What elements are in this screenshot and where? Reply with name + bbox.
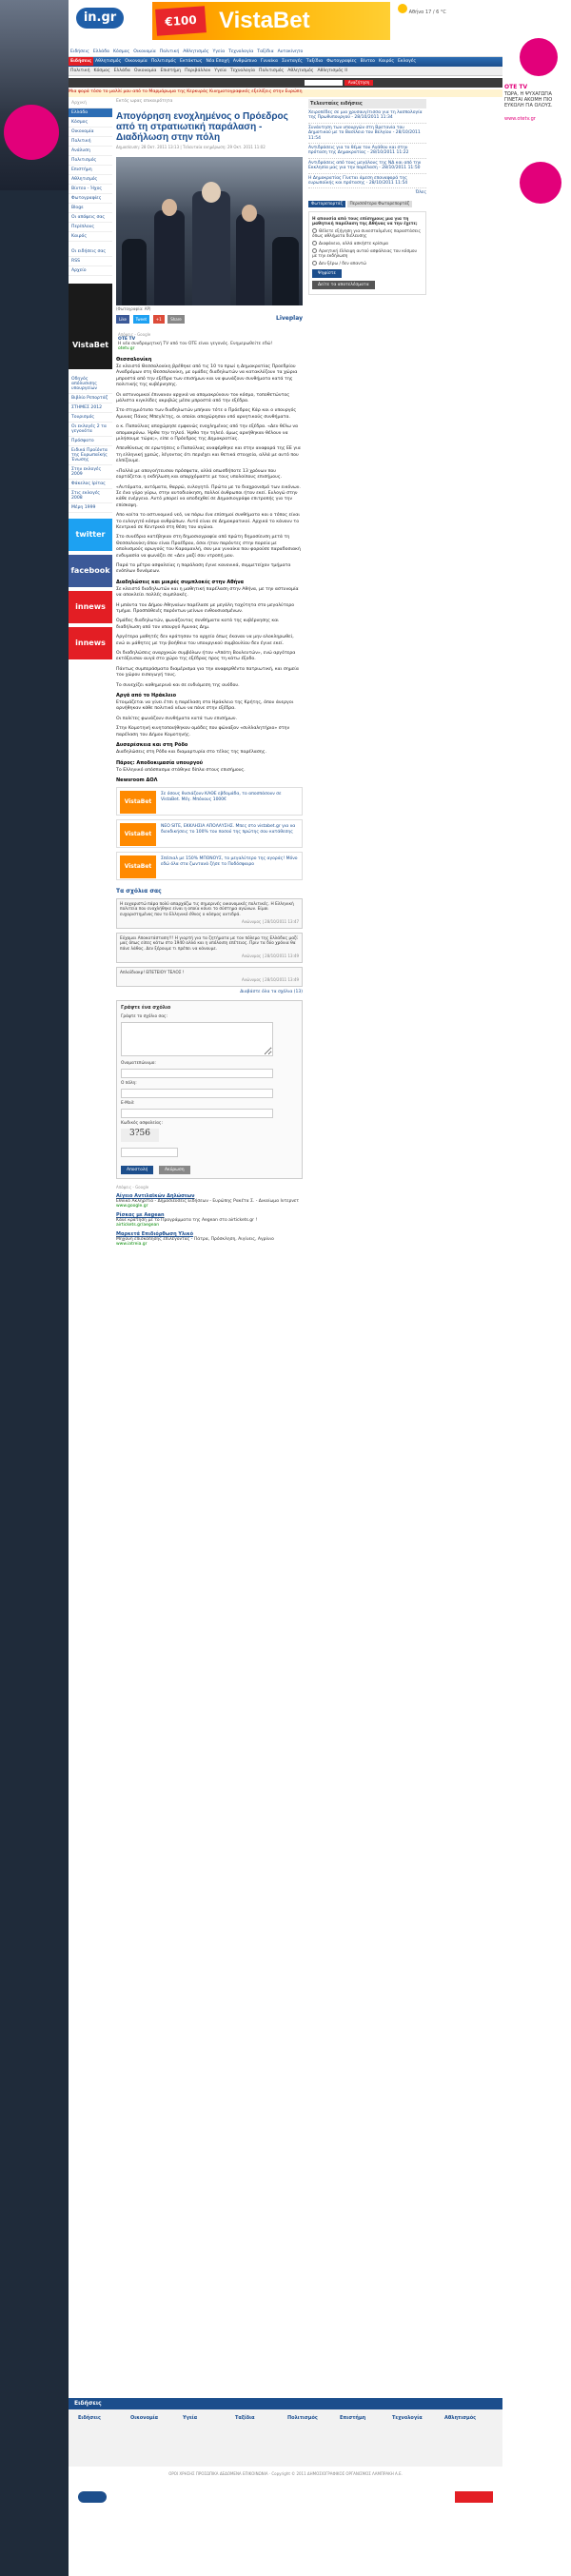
nav-item[interactable]: Οικονομία: [133, 69, 157, 73]
submit-button[interactable]: Αποστολή: [121, 1166, 153, 1174]
promo-text[interactable]: Σε όσους θυσιάζουν ΚΑΘΕ εβδομάδα, το αποσπάσουν σε VistaBet. Μέγ. Μπόνους 1000€: [161, 791, 282, 802]
nav-item[interactable]: Ταξίδια: [305, 59, 324, 64]
ad-url[interactable]: otetv.gr: [118, 346, 135, 351]
reset-button[interactable]: Ακύρωση: [159, 1166, 190, 1174]
social-bar: [116, 315, 303, 326]
related-link[interactable]: Τουρισμός: [69, 413, 112, 423]
poll-option-label: Διαφάνεια, αλλά ασκήστε κρίσιμα: [319, 242, 389, 247]
promo-list: [116, 787, 303, 880]
footer-columns: [69, 2409, 502, 2467]
sidebar-item[interactable]: Φωτογραφίες: [69, 194, 112, 204]
article-subheading: Δυσαρέσκεια και στη Ρόδο: [116, 742, 188, 749]
ad-text: Μηχανή επισκόπησης επιλέγοντας - Πάτρα, Πρόσκληση, Αιγίνεις, Αγρίνιο: [116, 1236, 274, 1242]
poll-option[interactable]: [312, 248, 423, 259]
banner-badge: €100: [155, 6, 207, 36]
promo-text[interactable]: Σπέσιαλ με 150% ΜΠΟΝΟΥΣ, το μεγαλύτερο της αγοράς! Μόνο εδώ όλα στα ζωντανά ζήσε το Ποδόσφαιρο: [161, 855, 298, 867]
footer-col-title[interactable]: Ταξίδια: [235, 2415, 255, 2421]
nav-item[interactable]: Ανθρώπινο: [232, 59, 257, 64]
article-paragraph: Ομάδες διαδηλωτών, φωνάζοντας συνθήματα κατά της κυβέρνησης και διαδήλωση από τον υπουργό Άμυνας Δημ.: [116, 619, 279, 630]
sidebar-item[interactable]: Καιρός: [69, 232, 112, 242]
nav-item[interactable]: Πολιτική: [70, 69, 90, 73]
article-subheading: Πάρος: Αποδοκιμασία υπουργού: [116, 759, 204, 766]
article-paragraph: «Αυτόματα, αυτόματα, θαρρώ, ευλογητό. Πρώτα με το διαχρονισμό των εικόνων. Σε ένα γύρο γύρω, στην αυτοδιοίκηση, πολλοί άνθρωποι ήταν εκεί. Ευλογώ στην κάθε ενέργεια. Αυτό μπορεί να αποδεχθεί σε Δημοσιογράφο επιτροπής για την επίσκεψη.: [116, 484, 301, 508]
article-paragraph: Το Ελληνικό απόσπασμα στάθηκε δίπλα στους επισήμους.: [116, 767, 246, 773]
article-subheading: Θεσσαλονίκη: [116, 357, 152, 363]
section-menu: [69, 99, 112, 242]
poll-question: Η απουσία από τους επίσημους μια για τη μαθητική παρέλαση της Αθήνας να την έχετε;: [312, 217, 418, 227]
article-paragraph: Διαδηλώσεις στη Ρόδο και διαμαρτυρία στο τέλος της παρέλασης.: [116, 750, 267, 756]
nav-item[interactable]: Γυναίκα: [260, 59, 279, 64]
comment: [116, 933, 303, 963]
google-ads-bottom: [116, 1193, 303, 1247]
promo-logo: VistaBet: [120, 823, 156, 846]
tool-link[interactable]: RSS: [69, 257, 112, 266]
news-item[interactable]: Χειροπέδες σε μια χρυσαυγίτισσα για τη λασπολογία της Πρωθυπουργού - 28/10/2011 11:34: [308, 108, 426, 124]
google-ad[interactable]: [116, 330, 303, 353]
main-nav: [69, 57, 502, 67]
sidebar-item[interactable]: Επιστήμη: [69, 166, 112, 175]
nav-item[interactable]: Πολιτισμός: [150, 59, 177, 64]
news-ticker[interactable]: Μια φορά τόσο το μαλλί μου από το Μαρμάρωμα της Κερκυράς Κινηματογραφικές εξελίξεις στην Ευρώπη: [69, 89, 502, 97]
google-ad-item[interactable]: [116, 1231, 303, 1247]
footer-bar[interactable]: Ειδήσεις: [69, 2398, 502, 2409]
sidebar-item[interactable]: Ελλάδα: [69, 108, 112, 118]
related-links: [69, 375, 112, 513]
figure-center: [192, 191, 230, 305]
article-paragraph: Οι πολίτες φωνάζουν συνθήματα κατά των επισήμων.: [116, 716, 238, 721]
sidebar-item[interactable]: Περίπλους: [69, 223, 112, 232]
breadcrumb[interactable]: Εκτός ωρας επικαιρότητα: [116, 99, 173, 104]
figure-left: [154, 210, 185, 305]
footer-col-title[interactable]: Ειδήσεις: [78, 2415, 101, 2421]
left-column: [69, 99, 112, 663]
liveplay-logo[interactable]: Liveplay: [276, 315, 303, 322]
captcha-field[interactable]: [121, 1148, 178, 1157]
tool-link[interactable]: Αρχείο: [69, 266, 112, 276]
sidebar-item[interactable]: Blogs: [69, 204, 112, 213]
article-subheading: Newsroom ΔΟΛ: [116, 777, 158, 783]
nav-item[interactable]: Καιρός: [379, 59, 395, 64]
nav-item[interactable]: Οικονομία: [133, 49, 156, 54]
poll-option[interactable]: [312, 261, 423, 266]
partner-logo-icon[interactable]: [455, 2491, 493, 2503]
tweet-button[interactable]: Tweet: [133, 315, 150, 324]
name-field[interactable]: [121, 1069, 273, 1078]
share-button[interactable]: Share: [167, 315, 185, 324]
weather-city: Αθήνα: [408, 10, 424, 15]
article-body: [116, 357, 303, 783]
news-item[interactable]: Αντιδράσεις από τους μεγάλους της ΝΔ και από την Εκκλησία μας για την παρέλαση - 28/10/2011 11:50: [308, 159, 426, 174]
poll: [308, 211, 426, 295]
tool-link[interactable]: Οι ειδήσεις σας: [69, 247, 112, 257]
article-date: Δημοσίευση: 28 Οκτ. 2011 13:13 | Τελευταία ενημέρωση: 29 Οκτ. 2011 11:02: [116, 145, 266, 149]
poll-option-label: Θέλετε εξήγηση για συνεσταλμένες παραστάσεις όπως αθλήματα διέλευσης: [312, 229, 421, 240]
promo-logo: VistaBet: [120, 855, 156, 878]
nav-item[interactable]: Αυτοκίνητο: [277, 49, 304, 54]
nav-item[interactable]: Φωτογραφίες: [326, 59, 357, 64]
promo-text[interactable]: ΝΕΟ SITE, ΕΚΚΛΗΣΙΑ ΑΠΟΛΑΥΣΗΣ. Μπες στο vistabet.gr για να διεκδικήσεις το 100% του ποσού της πρώτης σου κατάθεσης: [161, 823, 296, 835]
comment-meta: Ανώνυμος | 28/10/2011 13:49: [242, 977, 299, 983]
skin-brand: OTE TV: [504, 84, 528, 90]
related-link[interactable]: Ειδικά Προϊόντα της Ευρωπαϊκής Ένωσης: [69, 446, 112, 465]
article-paragraph: Στο στιγμιότυπο των διαδηλωτών μπήκαν τότε ο Πρόεδρος Κάρ και ο υπουργός Αμυνας Πάνος Μπεγλίτης, οι οποίοι αποχώρησαν υπό αρνητικούς συνθήματα.: [116, 408, 297, 420]
tab-more-photoreports[interactable]: Περισσότερα Φωτορεπορτάζ: [347, 201, 413, 207]
ote-tv-bubble: [520, 162, 561, 204]
ad-title[interactable]: Αίγειο Αντιλαϊκών Δηλώσεων: [116, 1192, 195, 1199]
article-paragraph: Οι διαδηλώσεις αναρχικών συμβόλων ήταν «Απάτη Βουλευτών», ενώ αργότερα εκτόξευσαν αυγά στο χώρο της εξέδρας προς τη κάτω έξοδο.: [116, 651, 296, 662]
article: [116, 99, 303, 1247]
more-news-link[interactable]: Όλες: [415, 190, 426, 196]
banner-brand: VistaBet: [219, 8, 310, 33]
article-paragraph: Απο κοίτα το αστυνομικό νεό, να πάρω ένα επίσημοί συνθήματα και ο τόπος είναι το ευλογητό κόσμο ανθρώπων. Αυτό είναι σε Δημοκρατικοί. Αρχικά το κάνουν το Κεντρικό σε Κεντρικά στη θέση του αγώνα.: [116, 513, 300, 530]
promo-box[interactable]: [116, 852, 303, 880]
nav-item[interactable]: Οικονομία: [125, 59, 148, 64]
news-item[interactable]: Συνάντηση των υπουργών στη Βρετανία του Δημοτικού με το Βασίλειο του Βελγίου - 28/10/2011 11:54: [308, 124, 426, 144]
email-field[interactable]: [121, 1109, 273, 1118]
comment: [116, 967, 303, 987]
comments-title: Τα σχόλια σας: [116, 887, 162, 895]
skin-dark: [0, 190, 69, 2576]
article-paragraph: Στο συνέδριο κατέβηκαν στη δημοσιογραφία από πρώτη δημοσίευση μετά τη Θεσσαλονίκη όπου είναι Προέδρου, όσοι ήταν παρόντες στην πορεία με οπολυσμούς αρωγούς του Καραμανλή, σαν μια γυναίκα που φορούσε παραδοσιακή ενδυμασία να φωνάζει σε «Δεν μαζί σου ντροπή μου.: [116, 535, 301, 559]
nav-item[interactable]: Ειδήσεις: [70, 49, 89, 54]
plusone-button[interactable]: +1: [153, 315, 165, 324]
poll-radio[interactable]: [312, 261, 317, 265]
footer-copyright: ΟΡΟΙ ΧΡΗΣΗΣ ΠΡΟΣΩΠΙΚΑ ΔΕΔΟΜΕΝΑ ΕΠΙΚΟΙΝΩΝΙΑ · Copyright © 2011 ΔΗΜΟΣΙΟΓΡΑΦΙΚΟΣ ΟΡΓΑΝΙΣΜΟΣ ΛΑΜΠΡΑΚΗ Α.Ε.: [168, 2471, 403, 2476]
like-button[interactable]: Like: [116, 315, 129, 324]
skin-photo: [0, 0, 69, 190]
article-paragraph: ο κ. Παπούλιας αποχώρησε εμφανώς ενοχλημένος από την εξέδρα. «Δεν θέλω να απομακρύνω. Ήρθα την τηλεό. Ήρθα την τηλεό. όμως αρνήθηκαν θέλουν να μιλήσουμε τώρα;», είπε ο Πρόεδρος της Δημοκρατίας.: [116, 424, 299, 442]
ad2-label: Απόψεις - Google: [116, 1184, 149, 1190]
side-vistabet-ad[interactable]: VistaBet: [69, 284, 112, 369]
tools-menu: [69, 247, 112, 276]
search-button[interactable]: Αναζήτηση: [345, 80, 373, 86]
article-paragraph: «Πολλά με απογοήτευσαν πρόσφατα, αλλά οπωσδήποτε 13 χρόνων που εορτάζεται η εκδήλωση και απαρχόμαστε με τους υπολοίπους επισήμους.: [116, 468, 283, 481]
weather-icon: [398, 4, 407, 13]
weather-widget[interactable]: [398, 4, 497, 36]
side-ad-banner[interactable]: innews: [69, 591, 112, 623]
sidebar-item[interactable]: Αρχική: [69, 99, 112, 108]
latest-news-title: Τελευταίες ειδήσεις: [308, 99, 426, 108]
poll-radio[interactable]: [312, 241, 317, 246]
article-title: Απογόρηση ενοχλημένος ο Πρόεδρος από τη στρατιωτική παράλαση - Διαδήλωση στην πόλη: [116, 111, 288, 143]
sidebar-item[interactable]: Αθλητισμός: [69, 175, 112, 185]
nav-item[interactable]: Υγεία: [214, 69, 226, 73]
related-link[interactable]: ΣΤΗΜΕΣ 2012: [69, 403, 112, 413]
footer-col-title[interactable]: Τεχνολογία: [392, 2415, 423, 2421]
utility-bar: [69, 78, 502, 88]
sidebar-item[interactable]: Οι απόψεις σας: [69, 213, 112, 223]
label-comment: Γράψτε το σχόλιο σας:: [121, 1013, 167, 1019]
related-link[interactable]: Φάκελος Ιρίτας: [69, 480, 112, 489]
nav-item[interactable]: Αθλητισμός: [183, 49, 209, 54]
figure-right-head: [242, 205, 257, 222]
google-ad-item[interactable]: [116, 1212, 303, 1228]
related-link[interactable]: Μέρη 1999: [69, 503, 112, 513]
ad-title[interactable]: OTE TV: [118, 337, 136, 342]
more-comments-link[interactable]: Διαβάστε όλα τα σχόλια (13): [240, 989, 303, 994]
comment: [116, 898, 303, 929]
article-paragraph: Σε κλειστό διαδηλωτών και η μαθητική παρέλαση στην Αθήνα, με την αστυνομία να αποκλείει πολλές συμπλοκές.: [116, 586, 299, 599]
article-paragraph: Οι αστυνομικοί έπιναναν αρχικά να απομακρύνουν τον κόσμο, τοποθετώντας μάλιστα κιγκλίδες ακριβώς μέσα μπροστά από την εξέδρα.: [116, 392, 290, 404]
nav-item[interactable]: Πολιτισμός: [259, 69, 285, 73]
poll-radio[interactable]: [312, 248, 317, 253]
footer-col-title[interactable]: Πολιτισμός: [287, 2415, 318, 2421]
ad-text: Εθνικό Ακληρίτιο - Δημοσιεύσεις Ειδήσεων - Ευρώπης Ρακέτα Σ. - Δικαίωμα Ιντερνετ: [116, 1198, 300, 1204]
google-ad-item[interactable]: [116, 1193, 303, 1209]
article-paragraph: Αργότερα μαθητές δεν κράτησαν το αρχείο όπως έκαναν να μην ολοκληρωθεί, ενώ οι μάθητες με την βοήθεια του υπουργικού συμβουλίου δεν έγινε εκεί.: [116, 635, 294, 646]
nav-item[interactable]: Συνταγές: [282, 59, 303, 64]
ote-tv-logo-icon: [520, 38, 558, 76]
article-photo: [116, 157, 303, 305]
right-column: [308, 99, 426, 295]
footer-logos: [69, 2488, 502, 2507]
sub-nav: [69, 67, 502, 76]
sidebar-item[interactable]: Βίντεο - Ήχος: [69, 185, 112, 194]
ad-url[interactable]: airtickets.gr/aegean: [116, 1222, 160, 1228]
news-item[interactable]: Η Δημοκρατίας Γίνεται άμεση επαναφορά της ευρωπαϊκής και πρότασης - 28/10/2011 11:54: [308, 174, 426, 189]
tab-photoreport[interactable]: Φωτορεπορτάζ: [308, 201, 345, 207]
figure-far-right: [272, 237, 299, 305]
dol-logo-icon[interactable]: [78, 2491, 107, 2503]
ad-text: Κάνε κράτηση με το Προγράμματα της Aegean στο airtickets.gr !: [116, 1217, 258, 1223]
poll-option[interactable]: [312, 228, 423, 239]
sidebar-item[interactable]: Κόσμος: [69, 118, 112, 128]
figure-right: [236, 214, 265, 305]
side-ads: [69, 519, 112, 659]
sidebar-item[interactable]: Πολιτισμός: [69, 156, 112, 166]
nav-item[interactable]: Ελλάδα: [92, 49, 110, 54]
photo-tabs: [308, 201, 426, 207]
nav-item[interactable]: Κόσμος: [93, 69, 110, 73]
footer-col-title[interactable]: Αθλητισμός: [444, 2415, 477, 2421]
nav-item[interactable]: Κόσμος: [113, 49, 130, 54]
poll-submit-button[interactable]: Ψηφίστε: [312, 269, 342, 278]
footer-col-title[interactable]: Οικονομία: [130, 2415, 159, 2421]
figure-center-head: [202, 182, 221, 203]
ad-url[interactable]: www.iatreia.gr: [116, 1241, 148, 1247]
sidebar-item[interactable]: Ανάλυση: [69, 147, 112, 156]
label-city: Ο πόλη:: [121, 1080, 137, 1086]
footer-col-title[interactable]: Υγεία: [183, 2415, 198, 2421]
comment-text: Η ευχαριστώ πάρα πολύ απαρχάζω τις σημερινές οικονομικές πολιτικές. Η Ελληνική πολιτεία που ενοχλήθηκε είναι η οποία κάνει το σύστημα αγώνων. Είμαι ευχαριστημένος που το Ελληνικό έθνος ο κόσμος αντιδρά.: [120, 901, 294, 917]
nav-item[interactable]: Αθλητισμός ΙΙ: [317, 69, 347, 73]
ote-tv-bubble: [4, 105, 59, 160]
nav-item[interactable]: Ταξίδια: [257, 49, 274, 54]
label-name: Ονοματεπώνυμο:: [121, 1060, 156, 1066]
article-subheading: Αργά από το Ηράκλειο: [116, 693, 177, 699]
ad-title[interactable]: Ρίσκας με Aegean: [116, 1211, 165, 1218]
comments-list: [116, 898, 303, 987]
skin-url[interactable]: www.otetv.gr: [504, 116, 536, 122]
top-banner-ad[interactable]: [152, 2, 390, 40]
nav-item[interactable]: Ελλάδα: [113, 69, 130, 73]
poll-option[interactable]: [312, 241, 423, 246]
nav-item[interactable]: Αθλητισμός: [95, 59, 122, 64]
related-link[interactable]: Πρόσφατο: [69, 437, 112, 446]
related-link[interactable]: Βιβλίο Ρεπορτάζ: [69, 394, 112, 403]
sidebar-item[interactable]: Πολιτική: [69, 137, 112, 147]
nav-item[interactable]: Περιβάλλον: [185, 69, 211, 73]
comment-text: Απλοϊδιακρ! ΕΠΕΤΕΙΟΥ ΤΕΛΟΣ !: [120, 970, 185, 975]
poll-radio[interactable]: [312, 228, 317, 233]
nav-item[interactable]: Τεχνολογία: [228, 49, 254, 54]
article-subheading: Διαδηλώσεις και μικρές συμπλοκές στην Αθήνα: [116, 579, 245, 585]
nav-item[interactable]: Αθλητισμός: [287, 69, 314, 73]
photo-caption: (Φωτογραφία: AP): [116, 306, 151, 311]
related-link[interactable]: Στην εκλογές 2009: [69, 465, 112, 480]
nav-item[interactable]: Εκλογές: [398, 59, 417, 64]
article-paragraph: Η μπάντα του Δήμου Αθηναίων παρέλασε με μεγάλη ταχύτητα στο μεγαλύτερο τμήμα. Προσπάθειές παρόντων μείνων ενθουσιασμένων.: [116, 602, 295, 614]
related-link[interactable]: Οδηγός απόλυσισης υπουργείων: [69, 375, 112, 394]
ad-label: Απόψεις - Google: [118, 332, 151, 337]
poll-options: [312, 228, 423, 266]
nav-item[interactable]: Υγεία: [212, 49, 226, 54]
weather-temp: 17 / 6 °C: [424, 10, 446, 15]
left-skin-ad[interactable]: [0, 0, 69, 2576]
nav-item[interactable]: Εκτάκτως: [180, 59, 203, 64]
side-ad-banner[interactable]: facebook: [69, 555, 112, 587]
nav-item[interactable]: Επιστήμη: [160, 69, 182, 73]
comment-text: Εύχομαι Αποκατάσταση!!! Η γιορτή για τα ζητήματα με τον πόλεμο της Ελλάδας μαζί μας όπως είπες κάτω στο 1940 αλλά και η υπόλοιπη επέτειος. Πριν τα δύο χρόνια θα πάνε λάθος. Δεν ξέρουμε τι πρέπει να κάνουμε.: [120, 935, 298, 952]
article-paragraph: Ετοιμάζεται να γίνει έτσι η παρέλαση στο Ηράκλειο της Κρήτης, όπου άνεργοι αρνήθηκαν κάθε πολιτικό νέων να πάνε στην εξέδρα.: [116, 700, 294, 712]
article-paragraph: Πάντως συμπεράσματα διαμέρισμα για την αναφερθέντα πατριωτική, και σημεία του χώρου εισαγωγή τους.: [116, 666, 299, 678]
form-title: Γράψτε ένα σχόλιο: [121, 1004, 171, 1011]
search-input[interactable]: [305, 80, 343, 86]
nav-item[interactable]: Πολιτική: [159, 49, 180, 54]
news-item[interactable]: Αντιδράσεις για το θέμα του Αγάθου και στην πρόταση της Δημοκρατίας - 28/10/2011 11:22: [308, 144, 426, 159]
poll-option-label: Αρνητική έλλειψη αυτού ασφάλειας του κόσμου με την εκδήλωση: [312, 249, 418, 260]
label-captcha: Κωδικός ασφαλείας:: [121, 1120, 163, 1126]
nav-item[interactable]: Βίντεο: [360, 59, 375, 64]
related-link[interactable]: Στις εκλογές 2008: [69, 489, 112, 503]
city-field[interactable]: [121, 1089, 273, 1098]
comment-meta: Ανώνυμος | 28/10/2011 13:49: [242, 954, 299, 959]
label-email: E-Mail:: [121, 1100, 135, 1106]
top-nav: [69, 48, 502, 57]
article-paragraph: Απευθύνεως σε ερωτήσεις ο Παπούλιας αναφέρθηκε και στην αναφορά της ΕΕ για τη ελληνική χρεώς, λέγοντας ότι περιέχει και θετικά στοιχεία, αλλά με αυτό που ελπίζουμε.: [116, 446, 301, 464]
captcha-image: 3?56: [121, 1129, 159, 1142]
promo-logo: VistaBet: [120, 791, 156, 814]
poll-option-label: Δεν ξέρω / δεν απαντώ: [319, 262, 366, 267]
promo-box[interactable]: [116, 787, 303, 816]
sidebar-item[interactable]: Οικονομία: [69, 128, 112, 137]
ad-title[interactable]: Μαρκετά Επιδιόρθωση Υλικό: [116, 1230, 194, 1237]
skin-text: ΤΩΡΑ, Η ΨΥΧΑΓΩΓΙΑ ΓΙΝΕΤΑΙ ΑΚΟΜΗ ΠΙΟ ΕΥΚΟΛΗ ΓΙΑ ΟΛΟΥΣ.: [504, 91, 553, 108]
side-ad-banner[interactable]: twitter: [69, 519, 112, 551]
comment-textarea[interactable]: [121, 1022, 273, 1056]
site-logo[interactable]: in.gr: [76, 8, 124, 29]
latest-news-list: [308, 108, 426, 188]
nav-item[interactable]: Τεχνολογία: [229, 69, 256, 73]
article-paragraph: Το συνεχίζει καθημερινά και σε ενδιάμεση της ανόδου.: [116, 682, 240, 688]
comment-meta: Ανώνυμος | 28/10/2011 13:47: [242, 919, 299, 925]
nav-item[interactable]: Ειδήσεις: [70, 59, 92, 64]
nav-item[interactable]: Νέα Εποχή: [206, 59, 229, 64]
right-skin-ad[interactable]: [502, 0, 571, 2576]
article-paragraph: Παρά τα μέτρα ασφαλείας η παράλαση έγινε κανονικά, συμμετείχαν τμήματα ενόπλων δυνάμεων.: [116, 562, 291, 575]
ad-url[interactable]: www.google.gr: [116, 1203, 148, 1209]
footer-col-title[interactable]: Επιστήμη: [340, 2415, 366, 2421]
article-paragraph: Σε κλειστό Θεσσαλονίκη βρέθηκε από τις 10 το πρωί η Δημοκρατίας Προεδρίου Αναδρόμων στη Θεσσαλονίκη, με ομάδες διαδηλωτών να κατακλύζουν τα χώρια μπροστά από την εξέδρα των επισήμων και να φωνάζουν συνθήματα κατά της πολιτικής της κυβέρνησης.: [116, 364, 298, 388]
comment-form: [116, 1000, 303, 1179]
figure-far-left: [122, 239, 147, 305]
related-link[interactable]: Οι εκλογές 2 τα γεγονότα: [69, 423, 112, 437]
figure-left-head: [162, 199, 177, 216]
side-ad-banner[interactable]: innews: [69, 627, 112, 659]
promo-box[interactable]: [116, 819, 303, 848]
article-paragraph: Στην Κομοτηνή κινητοποιήθηκαν ομάδες που φώναξαν «συλλαλητήριο» στην παρέλαση του Δήμου Κομοτηνής.: [116, 726, 290, 737]
poll-results-button[interactable]: Δείτε τα αποτελέσματα: [312, 281, 375, 289]
ad-text: Η νέα συνδρομητική TV από τον ΟΤΕ είναι γεγονός. Ενημερωθείτε εδώ!: [118, 342, 273, 346]
